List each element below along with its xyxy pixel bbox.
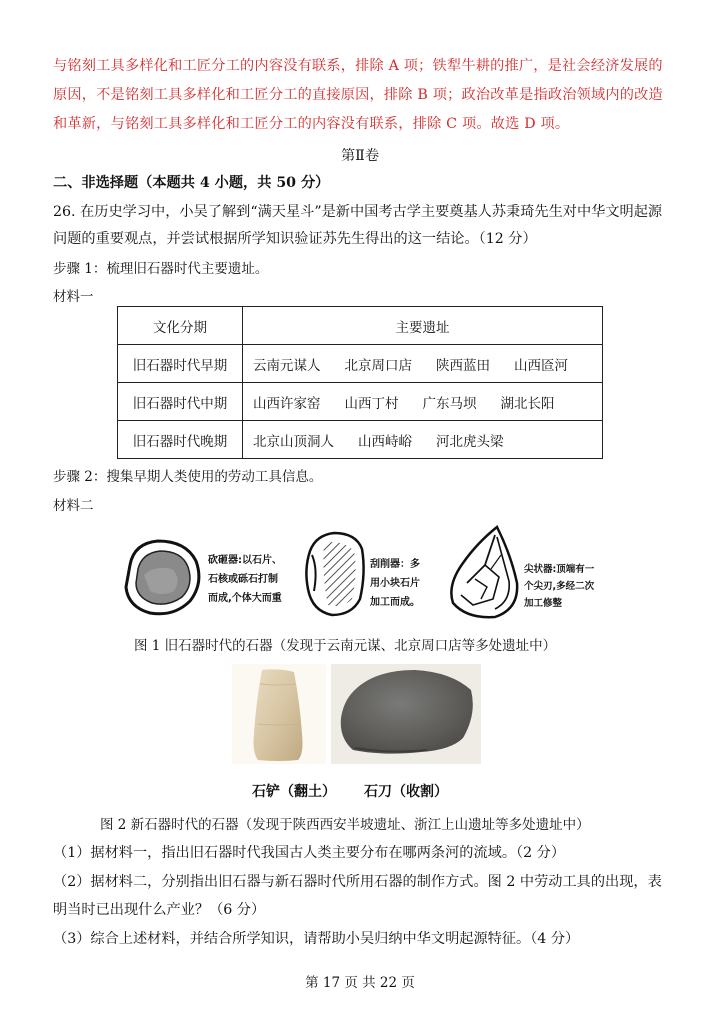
table-header: 主要遗址 <box>243 307 603 345</box>
volume-title: 第Ⅱ卷 <box>340 148 380 164</box>
stone-knife-image <box>331 664 481 764</box>
sites-table <box>117 306 603 459</box>
sites-cell <box>243 383 603 421</box>
answer-line: 原因，不是铭刻工具多样化和工匠分工的直接原因，排除 B 项；政治改革是指政治领域内的改造 <box>53 87 663 103</box>
sub-question-2: （2）据材料二，分别指出旧石器与新石器时代所用石器的制作方式。图 2 中劳动工具的出现，表 <box>53 874 662 890</box>
chopper-note: 砍砸器:以石片、 石核或砾石打制 而成,个体大而重 <box>208 555 282 604</box>
site-name: 陕西蓝田 <box>436 357 490 374</box>
point-tool-image <box>445 525 523 621</box>
sites-cell <box>243 421 603 459</box>
step-2: 步骤 2：搜集早期人类使用的劳动工具信息。 <box>53 469 323 485</box>
sub-question-2-cont: 明当时已出现什么产业？（6 分） <box>53 902 266 918</box>
site-name: 山西许家窑 <box>253 395 321 412</box>
stone-shovel-image <box>232 664 326 764</box>
answer-line: 和革新，与铭刻工具多样化和工匠分工的内容没有联系，排除 C 项。故选 D 项。 <box>53 116 570 132</box>
stone-knife-photo <box>331 664 481 764</box>
point-note: 尖状器:顶端有一 个尖刃,多经二次 加工修整 <box>524 564 595 609</box>
site-name: 广东马坝 <box>422 395 477 412</box>
answer-line: 与铭刻工具多样化和工匠分工的内容没有联系，排除 A 项；铁犁牛耕的推广，是社会经济发展的 <box>53 58 663 74</box>
table-header: 文化分期 <box>118 307 243 345</box>
table-row <box>118 421 603 459</box>
period-cell: 旧石器时代晚期 <box>118 421 243 459</box>
figure-2-caption: 图 2 新石器时代的石器（发现于陕西西安半坡遗址、浙江上山遗址等多处遗址中） <box>100 817 590 833</box>
stone-knife-label: 石刀（收割） <box>364 784 448 800</box>
material-2-label: 材料二 <box>53 498 94 514</box>
material-1-label: 材料一 <box>53 289 94 305</box>
period-cell: 旧石器时代早期 <box>118 345 243 383</box>
site-name: 云南元谋人 <box>253 357 321 374</box>
site-name: 北京山顶洞人 <box>253 433 334 450</box>
stone-shovel-photo <box>232 664 326 764</box>
table-row <box>118 383 603 421</box>
stone-shovel-label: 石铲（翻土） <box>252 784 336 800</box>
period-cell: 旧石器时代中期 <box>118 383 243 421</box>
figure-1 <box>120 525 600 625</box>
question-line-2: 问题的重要观点，并尝试根据所学知识验证苏先生得出的这一结论。（12 分） <box>53 231 537 247</box>
site-name: 山西丁村 <box>344 395 399 412</box>
site-name: 北京周口店 <box>344 357 412 374</box>
scraper-note: 刮削器：多 用小块石片 加工而成。 <box>370 559 420 608</box>
site-name: 湖北长阳 <box>500 395 555 412</box>
sites-cell <box>243 345 603 383</box>
site-name: 山西匼河 <box>514 357 568 374</box>
page-footer: 第 17 页 共 22 页 <box>305 975 415 991</box>
chopper-tool-image <box>120 535 204 619</box>
site-name: 山西峙峪 <box>358 433 412 450</box>
site-name: 河北虎头梁 <box>436 433 504 450</box>
scraper-tool-image <box>302 529 368 619</box>
answer-explanation <box>53 52 673 139</box>
sub-question-1: （1）据材料一，指出旧石器时代我国古人类主要分布在哪两条河的流域。（2 分） <box>53 845 566 861</box>
question-line-1: 26. 在历史学习中，小吴了解到“满天星斗”是新中国考古学主要奠基人苏秉琦先生对中华文明起源 <box>53 204 663 220</box>
table-header-row <box>118 307 603 345</box>
sub-question-3: （3）综合上述材料，并结合所学知识，请帮助小吴归纳中华文明起源特征。（4 分） <box>53 931 580 947</box>
figure-1-caption: 图 1 旧石器时代的石器（发现于云南元谋、北京周口店等多处遗址中） <box>134 638 557 654</box>
section-heading: 二、非选择题（本题共 4 小题，共 50 分） <box>53 175 330 191</box>
table-row <box>118 345 603 383</box>
step-1: 步骤 1：梳理旧石器时代主要遗址。 <box>53 261 269 277</box>
